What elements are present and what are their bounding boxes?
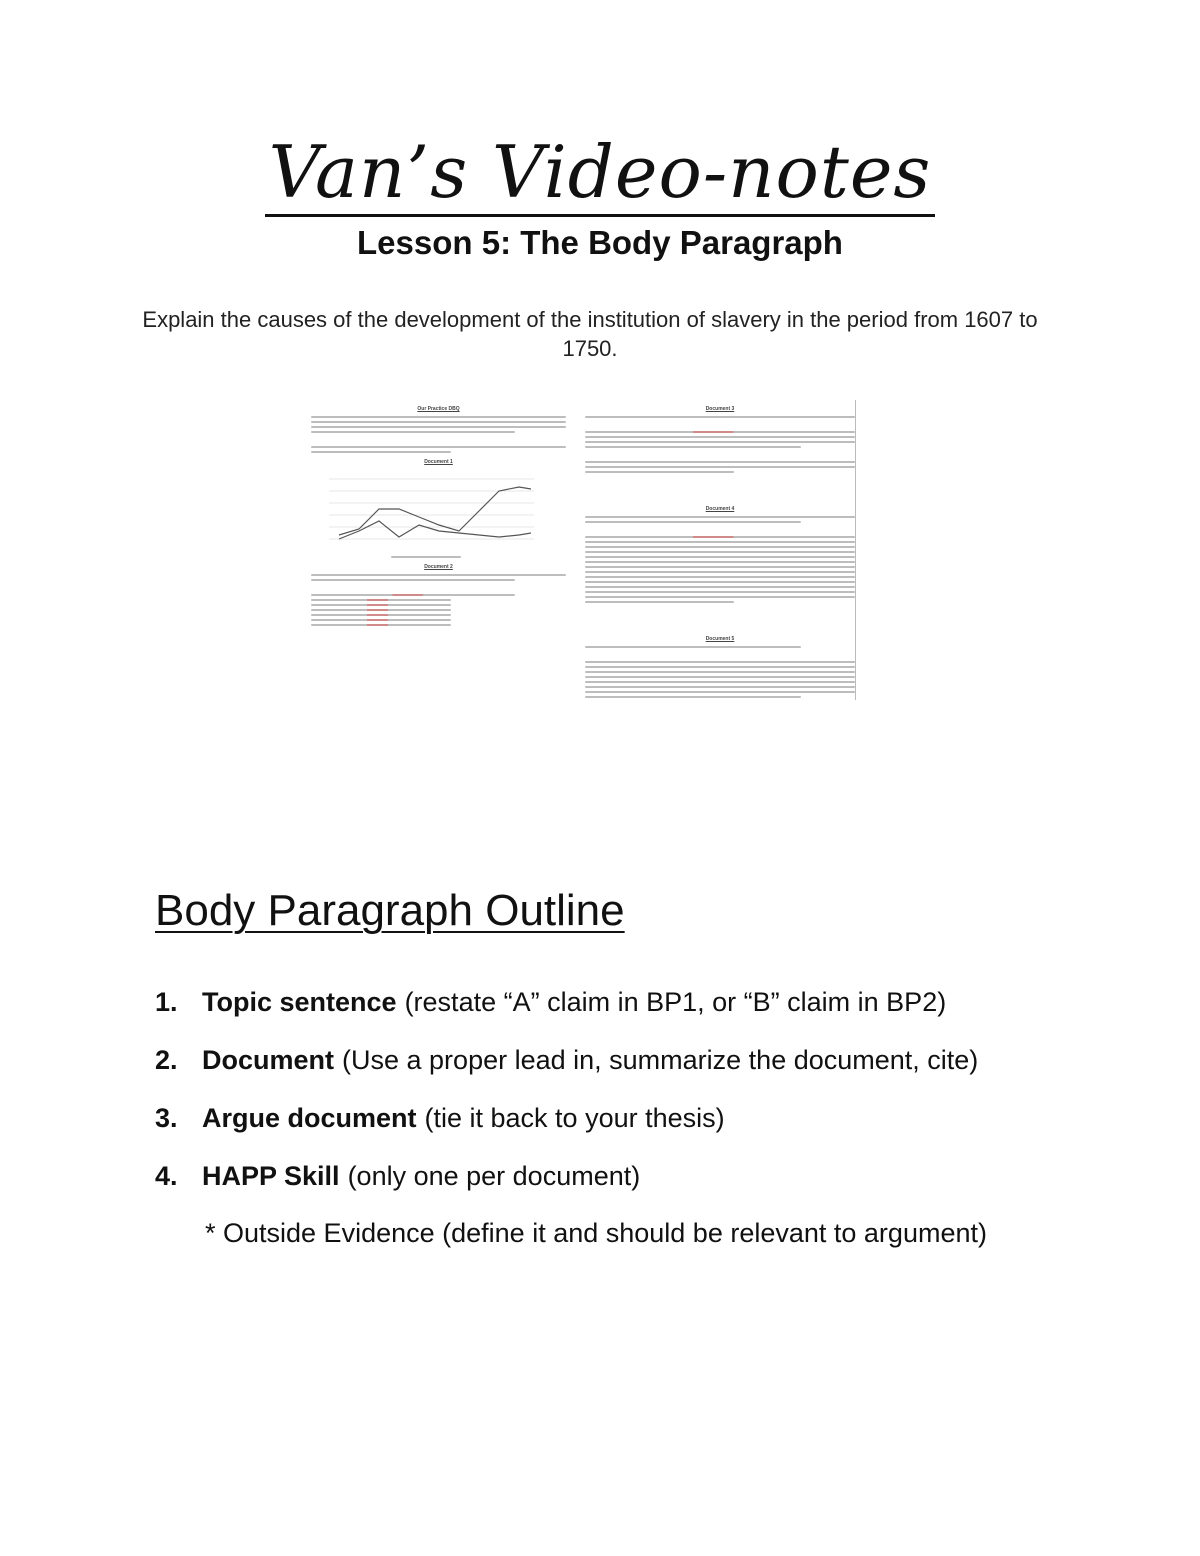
outline-title: Body Paragraph Outline — [155, 886, 625, 935]
title-text: Van’s Video-notes — [265, 132, 936, 217]
thumbnail-line-chart — [319, 469, 539, 551]
outline-step — [155, 982, 1155, 1040]
thumbnail-doc1-heading: Document 1 — [424, 459, 453, 465]
thumbnail-doc3-heading: Document 3 — [705, 406, 735, 412]
step-term: Document — [202, 1045, 335, 1075]
outline-step — [155, 1098, 1155, 1156]
thumbnail-doc4-heading: Document 4 — [705, 506, 735, 512]
step-term: Topic sentence — [202, 987, 397, 1017]
step-detail: (Use a proper lead in, summarize the document, cite) — [342, 1045, 979, 1075]
step-number: 3. — [155, 1103, 178, 1133]
outline-step — [155, 1040, 1155, 1098]
worksheet-thumbnail — [305, 400, 865, 700]
step-term: HAPP Skill — [202, 1161, 340, 1191]
step-term: Argue document — [202, 1103, 417, 1133]
step-number: 4. — [155, 1161, 178, 1191]
step-detail: (only one per document) — [347, 1161, 641, 1191]
outside-evidence-note: * Outside Evidence (define it and should be relevant to argument) — [205, 1218, 987, 1248]
outline-step — [155, 1156, 1155, 1214]
step-number: 2. — [155, 1045, 178, 1075]
thumbnail-left-column — [311, 400, 566, 700]
thumbnail-doc2-heading: Document 2 — [424, 564, 453, 570]
step-detail: (tie it back to your thesis) — [424, 1103, 725, 1133]
essay-prompt: Explain the causes of the development of the institution of slavery in the period from 1607 to 1750. — [142, 307, 1038, 361]
step-number: 1. — [155, 987, 178, 1017]
page-title — [0, 132, 1200, 217]
thumbnail-heading: Our Practice DBQ — [417, 406, 460, 412]
thumbnail-doc5-heading: Document 5 — [705, 636, 735, 642]
step-detail: (restate “A” claim in BP1, or “B” claim in BP2) — [404, 987, 947, 1017]
thumbnail-right-column — [585, 400, 856, 700]
lesson-heading: Lesson 5: The Body Paragraph — [357, 224, 843, 261]
outline-steps — [155, 982, 1155, 1214]
